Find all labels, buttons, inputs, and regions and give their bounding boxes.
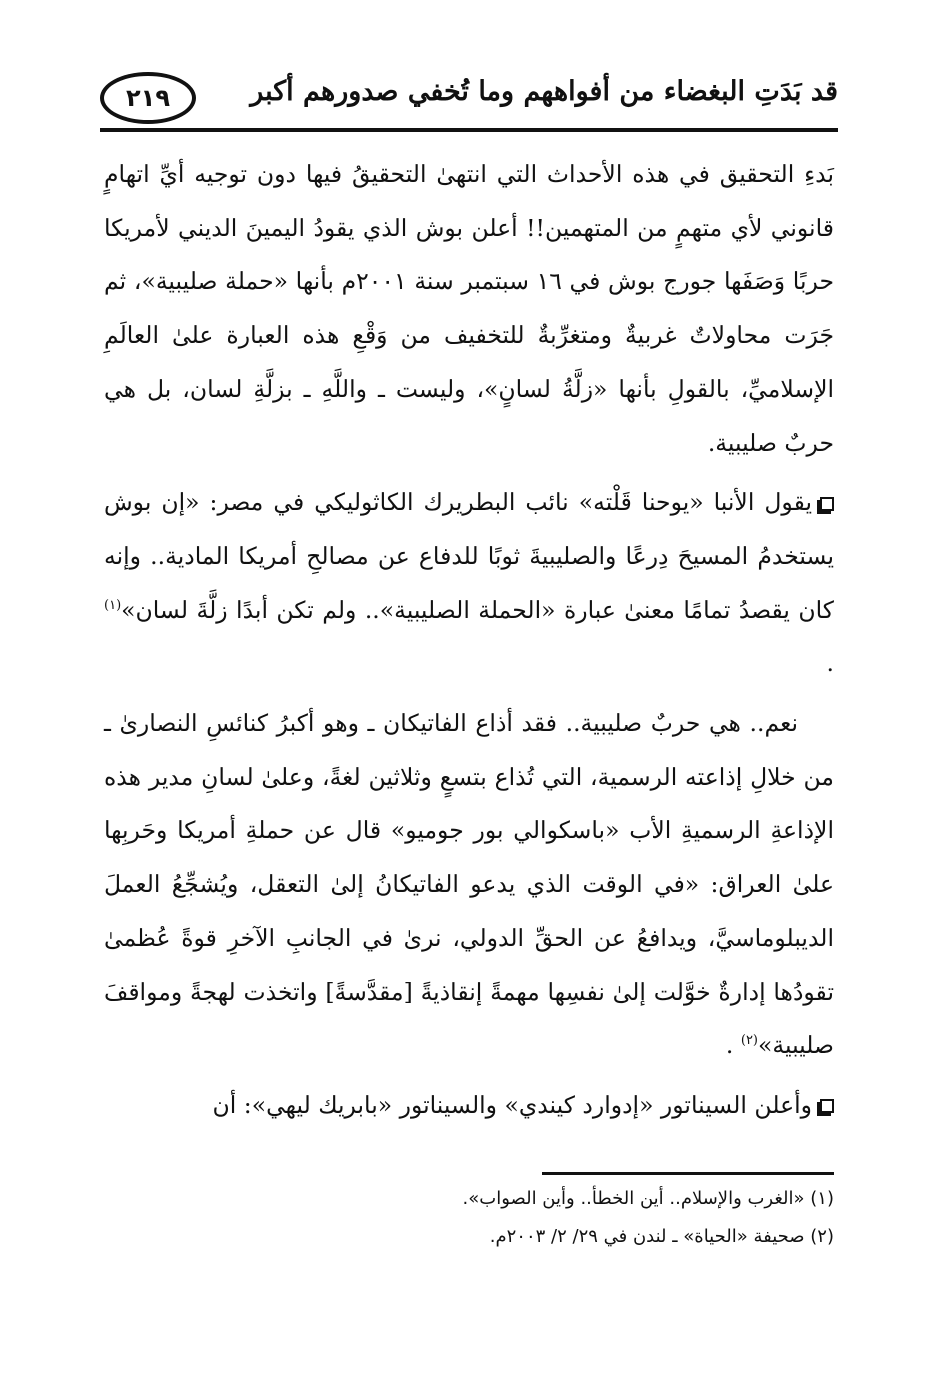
square-bullet-icon — [820, 497, 834, 511]
paragraph — [104, 697, 834, 1073]
page-number: ٢١٩ — [100, 72, 196, 124]
paragraph — [104, 476, 834, 691]
main-text — [104, 148, 834, 1139]
header-divider — [100, 128, 838, 132]
footnote-ref[interactable]: (٢) — [740, 1033, 758, 1049]
footnotes — [100, 1180, 834, 1256]
footnote: (٢) صحيفة «الحياة» ـ لندن في ٢٩/ ٢/ ٢٠٠٣م. — [489, 1226, 834, 1247]
paragraph-tail: . — [725, 1031, 741, 1060]
paragraph-tail: . — [826, 649, 834, 678]
footnote: (١) «الغرب والإسلام.. أين الخطأ.. وأين الصواب». — [462, 1188, 834, 1209]
footnote-ref[interactable]: (١) — [104, 597, 122, 613]
paragraph — [104, 1079, 834, 1133]
paragraph-text: وأعلن السيناتور «إدوارد كيندي» والسيناتور «بابريك ليهي»: أن — [212, 1090, 812, 1119]
paragraph-text: بَدءِ التحقيق في هذه الأحداث التي انتهىٰ التحقيقُ فيها دون توجيه أيِّ اتهامٍ قانوني لأي متهمٍ من المتهمين!! أعلن بوش الذي يقودُ اليمينَ الديني لأمريكا حربًا وَصَفَها جورج بوش في ١٦ سبتمبر سنة ٢٠٠١م بأنها «حملة صليبية»، ثم جَرَت محاولاتٌ غربيةٌ ومتغرِّبةٌ للتخفيف من وَقْعِ هذه العبارة علىٰ العالَمِ الإسلاميِّ، بالقولِ بأنها «زلَّةُ لسانٍ»، وليست ـ واللَّهِ ـ بزلَّةِ لسان، بل هي حربٌ صليبية. — [104, 160, 834, 457]
square-bullet-icon — [820, 1099, 834, 1113]
footnote-divider — [542, 1172, 834, 1175]
paragraph-text: نعم.. هي حربٌ صليبية.. فقد أذاع الفاتيكان ـ وهو أكبرُ كنائسِ النصارىٰ ـ من خلالِ إذاعته الرسمية، التي تُذاع بتسعٍ وثلاثين لغةً، وعلىٰ لسانِ مدير هذه الإذاعةِ الرسميةِ الأب «باسكوالي بور جوميو» قال عن حملةِ أمريكا وحَربِها علىٰ العراق: «في الوقت الذي يدعو الفاتيكانُ إلىٰ التعقل، ويُشجِّعُ العملَ الديبلوماسيَّ، ويدافعُ عن الحقِّ الدولي، نرىٰ في الجانبِ الآخرِ قوةً عُظمىٰ تقودُها إدارةٌ خوَّلت إلىٰ نفسِها مهمةً إنقاذيةً [مقدَّسةً] واتخذت لهجةً ومواقفَ صليبية» — [104, 709, 834, 1060]
paragraph — [104, 148, 834, 470]
paragraph-text: يقول الأنبا «يوحنا قَلْته» نائب البطريرك الكاثوليكي في مصر: «إن بوش يستخدمُ المسيحَ دِرعًا والصليبيةَ ثوبًا للدفاع عن مصالحِ أمريكا المادية.. وإنه كان يقصدُ تمامًا معنىٰ عبارة «الحملة الصليبية».. ولم تكن أبدًا زلَّةَ لسان» — [104, 488, 834, 624]
running-header — [100, 70, 838, 130]
running-title: قد بَدَتِ البغضاء من أفواههم وما تُخفي صدورهم أكبر — [250, 76, 838, 107]
